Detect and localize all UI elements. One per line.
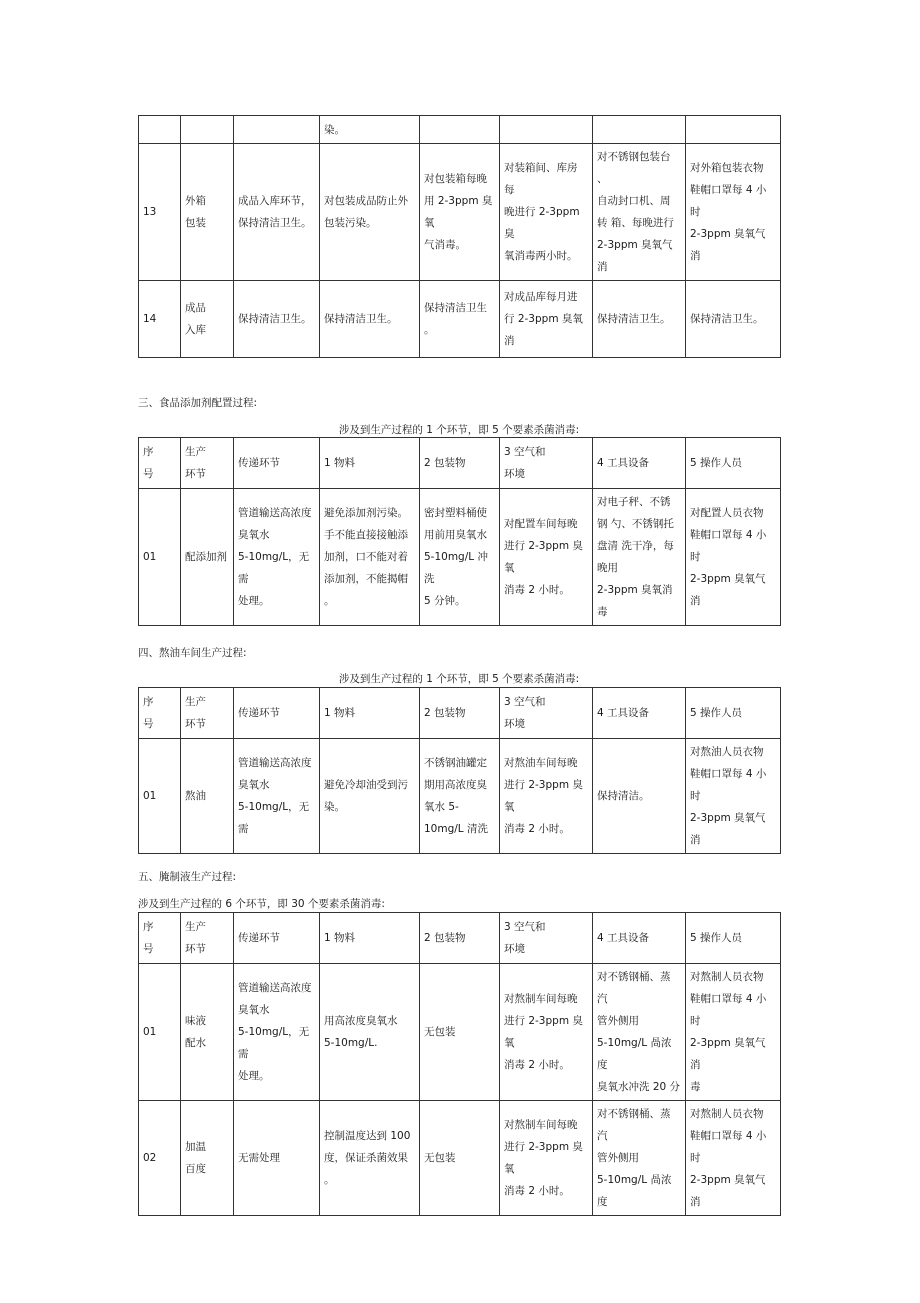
- table-cell: [420, 116, 500, 144]
- table-cell: [500, 116, 593, 144]
- table-cell: [181, 116, 234, 144]
- table-cell: 保持清洁。: [593, 739, 686, 854]
- table-cell: [593, 116, 686, 144]
- section-caption: 涉及到生产过程的 1 个环节，即 5 个要素杀菌消毒:: [338, 424, 580, 436]
- header-cell: 传递环节: [234, 913, 320, 964]
- header-cell: 传递环节: [234, 688, 320, 739]
- header-cell: 序 号: [139, 688, 181, 739]
- table-cell: 保持清洁卫生。: [686, 281, 781, 358]
- header-cell: 3 空气和 环境: [500, 688, 593, 739]
- sanitation-table-oil: [138, 687, 781, 854]
- table-cell: 无包装: [420, 1101, 500, 1216]
- table-cell: 染。: [320, 116, 420, 144]
- table-cell: [139, 116, 181, 144]
- table-cell: 13: [139, 144, 181, 281]
- section-title: 四、熬油车间生产过程:: [138, 647, 247, 659]
- table-cell: 02: [139, 1101, 181, 1216]
- table-cell: 不锈钢油罐定 期用高浓度臭 氧水 5- 10mg/L 清洗: [420, 739, 500, 854]
- table-cell: 对包装箱每晚 用 2-3ppm 臭 氧 气消毒。: [420, 144, 500, 281]
- table-cell: 保持清洁卫生。: [234, 281, 320, 358]
- table-row: [139, 739, 781, 854]
- header-cell: 序 号: [139, 913, 181, 964]
- table-cell: 对装箱间、库房 每 晚进行 2-3ppm 臭 氧消毒两小时。: [500, 144, 593, 281]
- table-cell: 对包装成品防止外 包装污染。: [320, 144, 420, 281]
- table-header-row: [139, 913, 781, 964]
- header-cell: 5 操作人员: [686, 438, 781, 489]
- table-cell: 对不锈钢桶、蒸 汽 管外侧用 5-10mg/L 咼浓度 臭氧水冲洗 20 分: [593, 964, 686, 1101]
- table-cell: 01: [139, 964, 181, 1101]
- header-cell: 4 工具设备: [593, 688, 686, 739]
- table-cell: 密封塑料桶使 用前用臭氧水 5-10mg/L 冲洗 5 分钟。: [420, 489, 500, 626]
- table-header-row: [139, 438, 781, 489]
- header-cell: 1 物料: [320, 913, 420, 964]
- table-cell: 对不锈钢包装台 、 自动封口机、周 转 箱、每晚进行 2-3ppm 臭氧气消: [593, 144, 686, 281]
- table-cell: 对熬油车间每晚 进行 2-3ppm 臭 氧 消毒 2 小时。: [500, 739, 593, 854]
- table-cell: 对熬油人员衣物 鞋帽口罩每 4 小 时 2-3ppm 臭氧气消: [686, 739, 781, 854]
- header-cell: 生产 环节: [181, 688, 234, 739]
- table-cell: 对配置车间每晚 进行 2-3ppm 臭 氧 消毒 2 小时。: [500, 489, 593, 626]
- table-cell: 保持清洁卫生 。: [420, 281, 500, 358]
- table-cell: 避免冷却油受到污 染。: [320, 739, 420, 854]
- header-cell: 2 包装物: [420, 688, 500, 739]
- section-caption: 涉及到生产过程的 1 个环节，即 5 个要素杀菌消毒:: [338, 673, 580, 685]
- header-cell: 1 物料: [320, 438, 420, 489]
- table-cell: 对熬制人员衣物 鞋帽口罩每 4 小 时 2-3ppm 臭氧气消 毒: [686, 964, 781, 1101]
- sanitation-table-marinade: [138, 912, 781, 1216]
- table-cell: 控制温度达到 100 度，保证杀菌效果 。: [320, 1101, 420, 1216]
- table-row: [139, 116, 781, 144]
- header-cell: 4 工具设备: [593, 438, 686, 489]
- table-header-row: [139, 688, 781, 739]
- table-cell: [234, 116, 320, 144]
- table-cell: 无需处理: [234, 1101, 320, 1216]
- table-cell: 对电子秤、不锈 钢 勺、不锈钢托 盘清 洗干净，每 晚用 2-3ppm 臭氧消毒: [593, 489, 686, 626]
- sanitation-table-packaging: [138, 115, 781, 358]
- table-cell: 熬油: [181, 739, 234, 854]
- header-cell: 生产 环节: [181, 913, 234, 964]
- table-cell: 保持清洁卫生。: [593, 281, 686, 358]
- table-cell: 味液 配水: [181, 964, 234, 1101]
- table-cell: 外箱 包装: [181, 144, 234, 281]
- table-row: [139, 489, 781, 626]
- sanitation-table-additive: [138, 437, 781, 626]
- table-cell: 配添加剂: [181, 489, 234, 626]
- header-cell: 生产 环节: [181, 438, 234, 489]
- header-cell: 1 物料: [320, 688, 420, 739]
- table-row: [139, 964, 781, 1101]
- section-caption: 涉及到生产过程的 6 个环节，即 30 个要素杀菌消毒:: [138, 898, 385, 910]
- table-cell: 对熬制车间每晚 进行 2-3ppm 臭 氧 消毒 2 小时。: [500, 1101, 593, 1216]
- table-row: [139, 144, 781, 281]
- table-cell: 14: [139, 281, 181, 358]
- table-cell: 对熬制车间每晚 进行 2-3ppm 臭 氧 消毒 2 小时。: [500, 964, 593, 1101]
- table-cell: 管道输送高浓度 臭氧水 5-10mg/L，无 需 处理。: [234, 964, 320, 1101]
- table-row: [139, 1101, 781, 1216]
- table-cell: 管道输送高浓度 臭氧水 5-10mg/L，无 需 处理。: [234, 489, 320, 626]
- header-cell: 3 空气和 环境: [500, 913, 593, 964]
- table-cell: 加温 百度: [181, 1101, 234, 1216]
- header-cell: 5 操作人员: [686, 913, 781, 964]
- section-title: 五、腌制液生产过程:: [138, 871, 237, 883]
- header-cell: 3 空气和 环境: [500, 438, 593, 489]
- table-cell: 01: [139, 489, 181, 626]
- table-cell: 成品入库环节， 保持清洁卫生。: [234, 144, 320, 281]
- table-cell: [686, 116, 781, 144]
- table-row: [139, 281, 781, 358]
- table-cell: 对不锈钢桶、蒸 汽 管外侧用 5-10mg/L 咼浓度: [593, 1101, 686, 1216]
- table-cell: 无包装: [420, 964, 500, 1101]
- header-cell: 2 包装物: [420, 913, 500, 964]
- table-cell: 避免添加剂污染。 手不能直接接触添 加剂，口不能对着 添加剂，不能揭帽 。: [320, 489, 420, 626]
- table-cell: 对配置人员衣物 鞋帽口罩每 4 小 时 2-3ppm 臭氧气消: [686, 489, 781, 626]
- section-title: 三、食品添加剂配置过程:: [138, 397, 258, 409]
- table-cell: 成品 入库: [181, 281, 234, 358]
- table-cell: 管道输送高浓度 臭氧水 5-10mg/L，无 需: [234, 739, 320, 854]
- header-cell: 传递环节: [234, 438, 320, 489]
- table-cell: 用高浓度臭氧水 5-10mg/L.: [320, 964, 420, 1101]
- table-cell: 对熬制人员衣物 鞋帽口罩每 4 小 时 2-3ppm 臭氧气消: [686, 1101, 781, 1216]
- header-cell: 5 操作人员: [686, 688, 781, 739]
- header-cell: 序 号: [139, 438, 181, 489]
- table-cell: 对成品库每月进 行 2-3ppm 臭氧 消: [500, 281, 593, 358]
- table-cell: 保持清洁卫生。: [320, 281, 420, 358]
- header-cell: 2 包装物: [420, 438, 500, 489]
- table-cell: 对外箱包装衣物 鞋帽口罩每 4 小 时 2-3ppm 臭氧气消: [686, 144, 781, 281]
- table-cell: 01: [139, 739, 181, 854]
- header-cell: 4 工具设备: [593, 913, 686, 964]
